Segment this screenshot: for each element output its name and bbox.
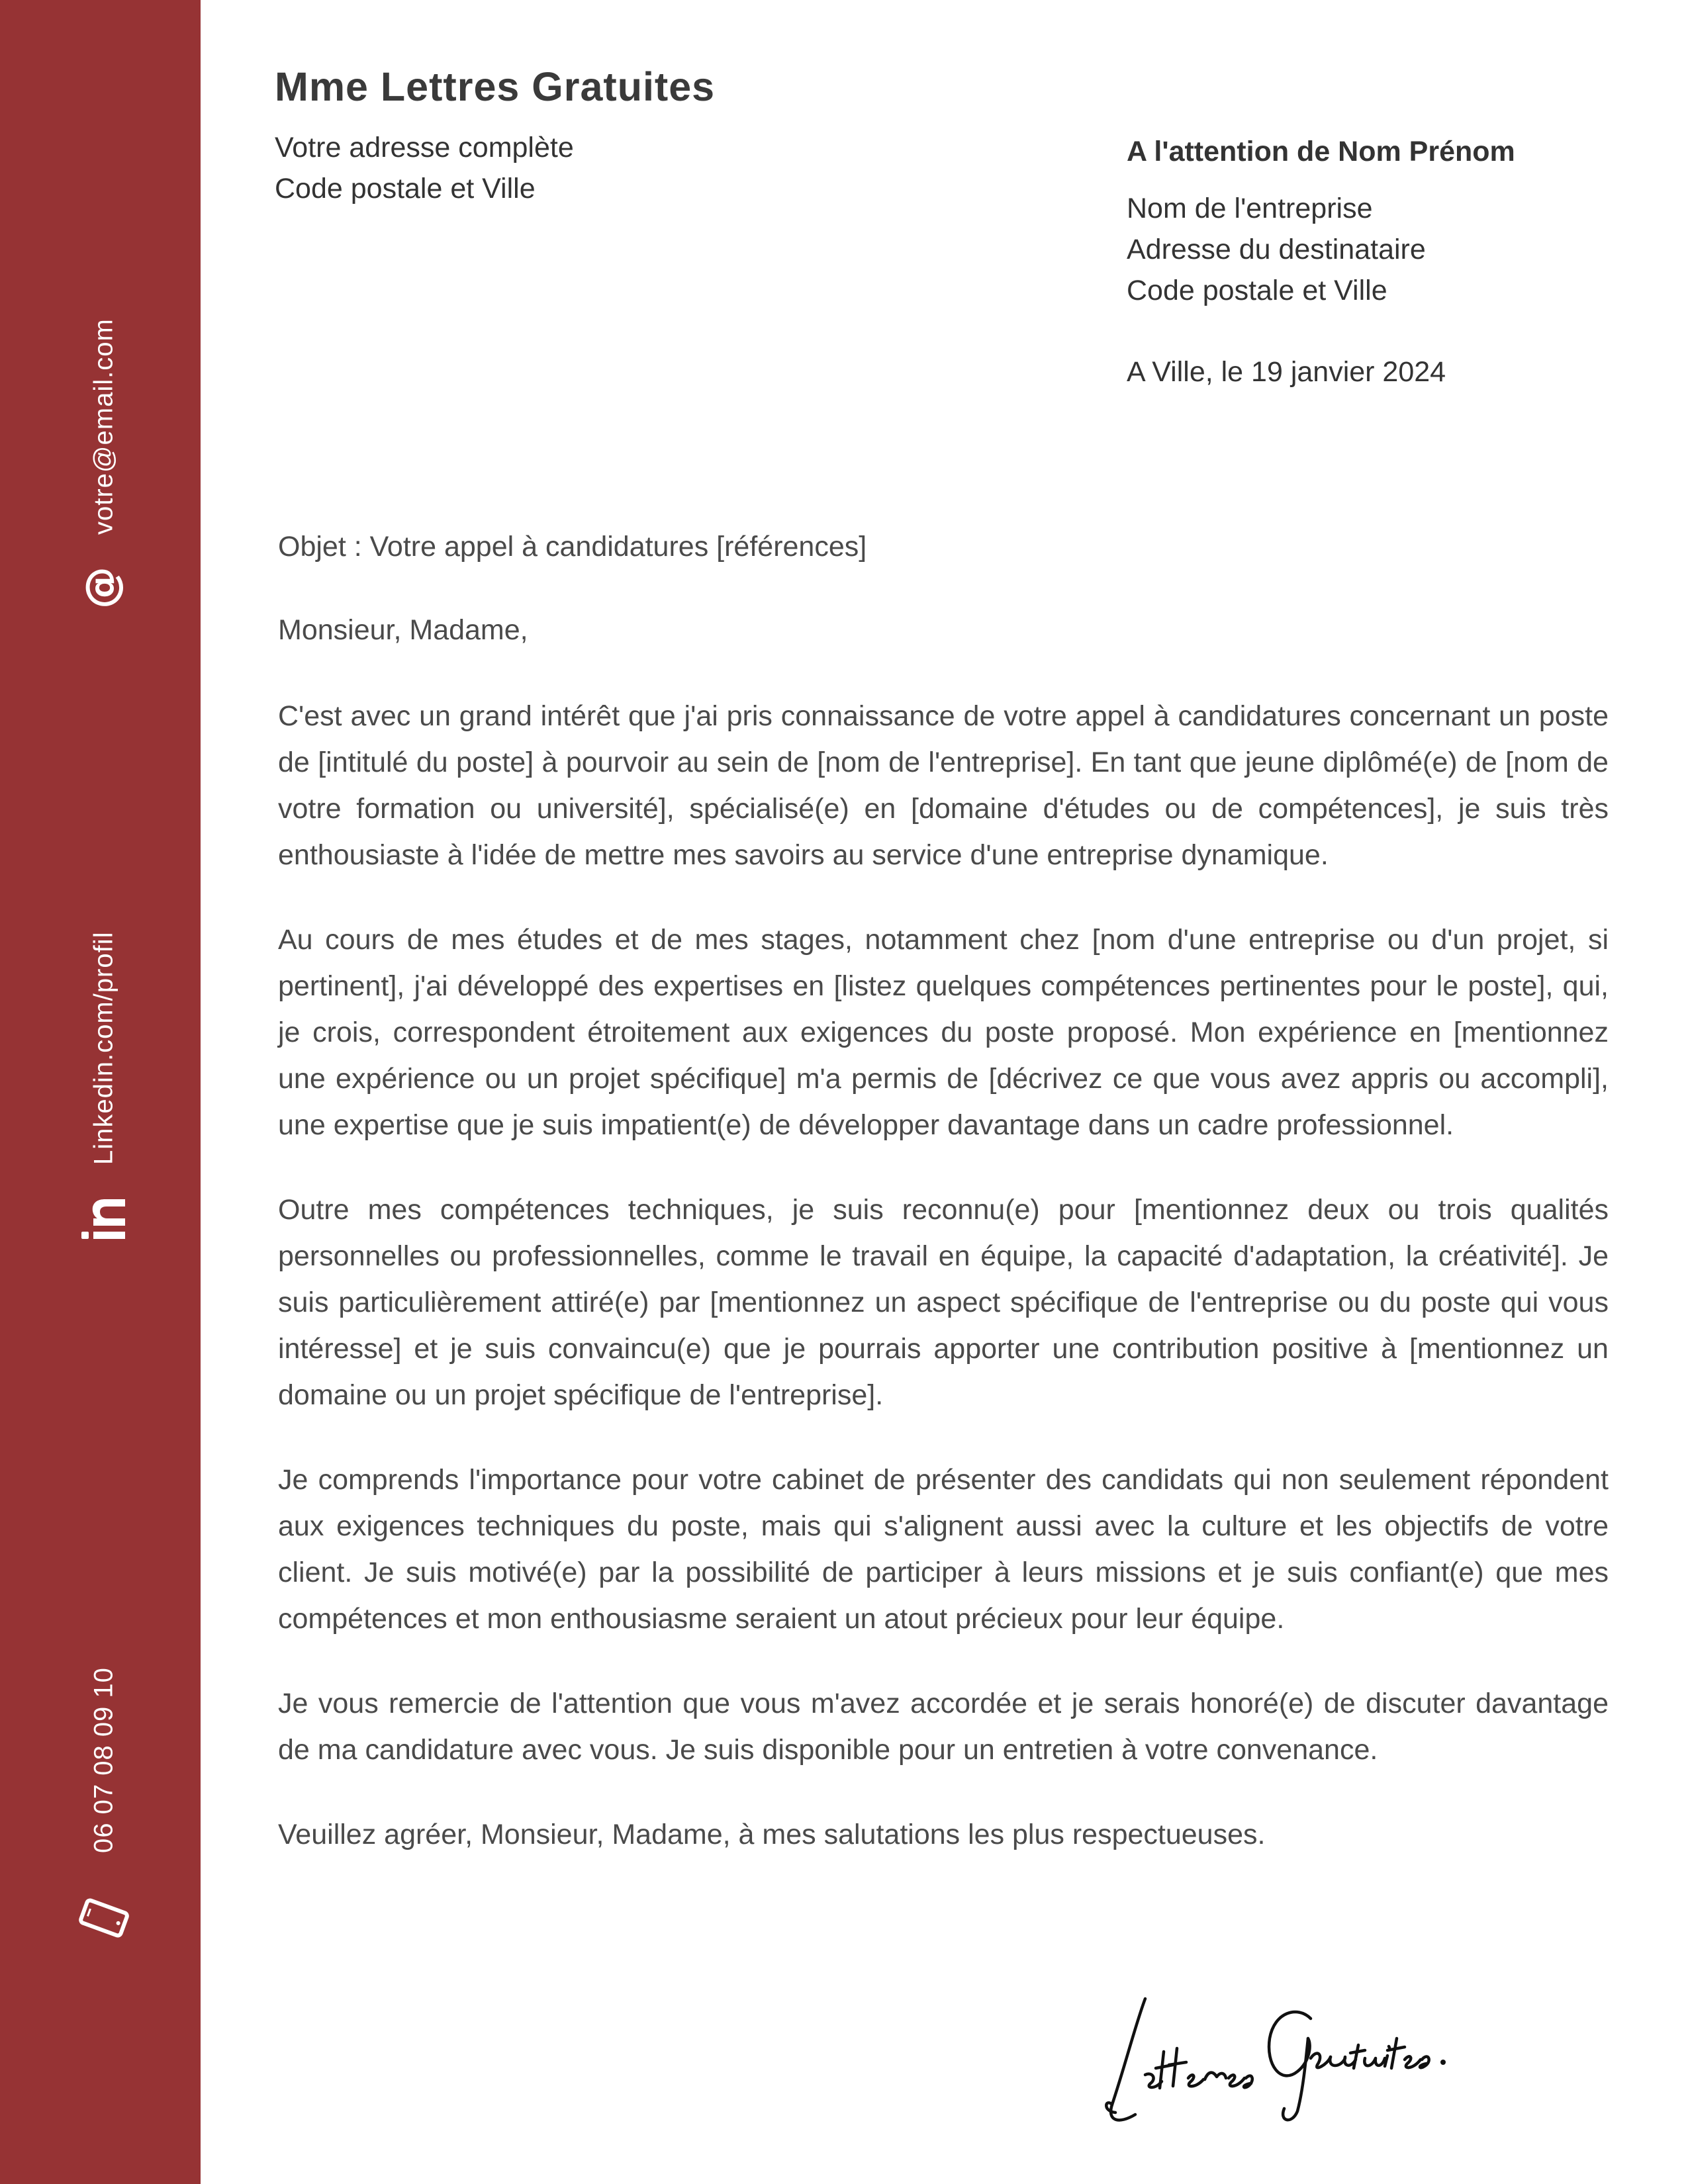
sender-address-line1: Votre adresse complète bbox=[275, 132, 574, 163]
recipient-company: Nom de l'entreprise bbox=[1127, 193, 1373, 224]
recipient-city: Code postale et Ville bbox=[1127, 275, 1387, 306]
paragraph: C'est avec un grand intérêt que j'ai pris connaissance de votre appel à candidatures concernant un poste de [intitulé du poste] à pourvoir au sein de [nom de l'entreprise]. En tant que jeune diplômé(e) de [nom de votre formation ou université], spécialisé(e) en [domaine d'études ou de compétences], je suis très enthousiaste à l'idée de mettre mes savoirs au service d'une entreprise dynamique. bbox=[278, 700, 1609, 871]
email-text: votre@email.com bbox=[89, 318, 118, 535]
letter-body bbox=[278, 524, 1609, 1858]
date-line: A Ville, le 19 janvier 2024 bbox=[1127, 356, 1446, 388]
paragraph: Je comprends l'importance pour votre cabinet de présenter des candidats qui non seulement répondent aux exigences techniques du poste, mais qui s'alignent aussi avec la culture et les objectifs de votre client. Je suis motivé(e) par la possibilité de participer à leurs missions et je suis confiant(e) que mes compétences et mon enthousiasme seraient un atout précieux pour leur équipe. bbox=[278, 1464, 1609, 1635]
recipient-block bbox=[1127, 131, 1515, 311]
phone-text: 06 07 08 09 10 bbox=[89, 1667, 118, 1853]
sidebar bbox=[0, 0, 201, 2184]
sender-address-line2: Code postale et Ville bbox=[275, 173, 536, 205]
paragraph: Je vous remercie de l'attention que vous m'avez accordée et je serais honoré(e) de discuter davantage de ma candidature avec vous. Je suis disponible pour un entretien à votre convenance. bbox=[278, 1688, 1609, 1766]
svg-text:@: @ bbox=[77, 567, 126, 609]
letter-closing: Veuillez agréer, Monsieur, Madame, à mes salutations les plus respectueuses. bbox=[278, 1819, 1266, 1850]
phone-icon bbox=[77, 1891, 130, 1944]
letter-subject: Objet : Votre appel à candidatures [références] bbox=[278, 531, 867, 563]
recipient-attention: A l'attention de Nom Prénom bbox=[1127, 136, 1515, 167]
sender-address bbox=[275, 127, 574, 209]
paragraph: Au cours de mes études et de mes stages, notamment chez [nom d'une entreprise ou d'un projet, si pertinent], j'ai développé des expertises en [listez quelques compétences pertinentes pour le poste], qui, je crois, correspondent étroitement aux exigences du poste proposé. Mon expérience en [mentionnez une expérience ou un projet spécifique] m'a permis de [décrivez ce que vous avez appris ou accompli], une expertise que je suis impatient(e) de développer davantage dans un cadre professionnel. bbox=[278, 924, 1609, 1141]
at-icon bbox=[77, 561, 130, 614]
sender-name: Mme Lettres Gratuites bbox=[275, 64, 716, 109]
linkedin-icon bbox=[77, 1193, 130, 1246]
recipient-address: Adresse du destinataire bbox=[1127, 234, 1426, 265]
letter-salutation: Monsieur, Madame, bbox=[278, 614, 528, 646]
signature bbox=[1099, 1972, 1483, 2131]
linkedin-text: Linkedin.com/profil bbox=[89, 931, 118, 1165]
paragraph: Outre mes compétences techniques, je suis reconnu(e) pour [mentionnez deux ou trois qualités personnelles ou professionnelles, comme le travail en équipe, la capacité d'adaptation, la créativité]. Je suis particulièrement attiré(e) par [mentionnez un aspect spécifique de l'entreprise ou du poste qui vous intéresse] et je suis convaincu(e) que je pourrais apporter une contribution positive à [mentionnez un domaine ou un projet spécifique de l'entreprise]. bbox=[278, 1194, 1609, 1411]
